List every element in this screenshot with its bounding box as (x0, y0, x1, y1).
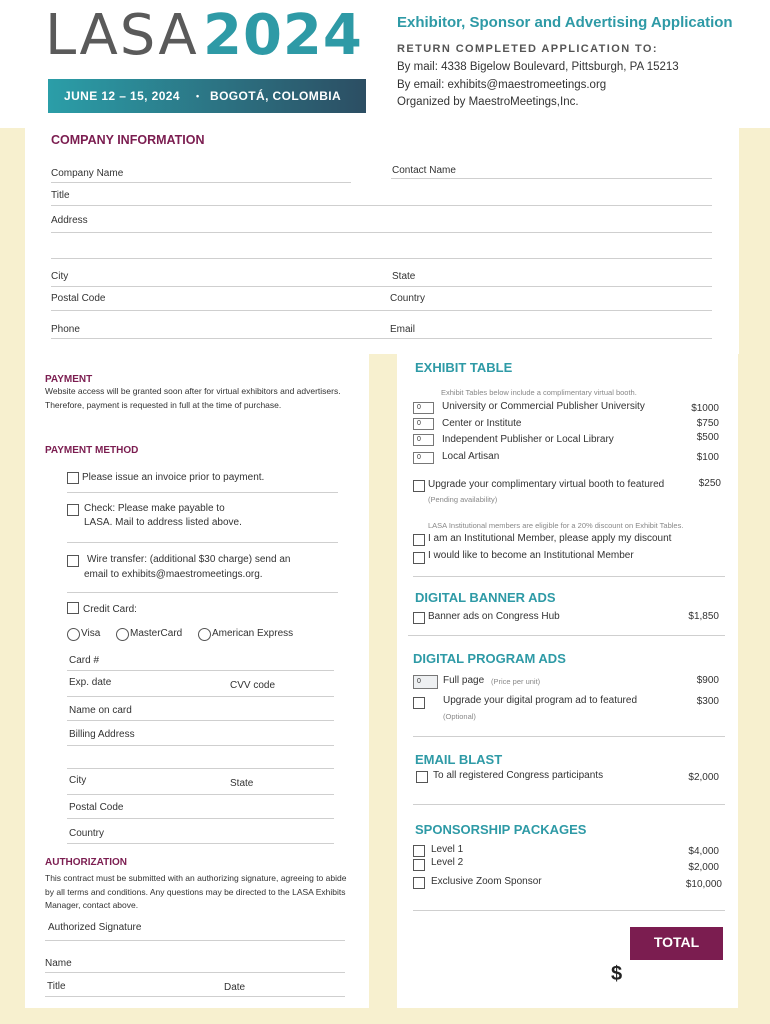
cvv-label: CVV code (230, 680, 276, 691)
sponsorship-heading: SPONSORSHIP PACKAGES (415, 822, 587, 837)
level2-checkbox[interactable] (413, 859, 425, 871)
billing-address-label: Billing Address (69, 729, 135, 740)
divider (413, 736, 725, 737)
qty-full-page[interactable]: 0 (413, 675, 438, 689)
sponsorship-item-price: $2,000 (688, 862, 719, 873)
city-label: City (51, 271, 69, 282)
wire-checkbox[interactable] (67, 555, 79, 567)
banner-ads-checkbox[interactable] (413, 612, 425, 624)
exhibit-item-label: University or Commercial Publisher University (442, 401, 645, 412)
email-label: Email (390, 324, 416, 335)
divider (413, 910, 725, 911)
upgrade-program-price: $300 (696, 696, 719, 707)
sponsorship-item-label: Level 1 (431, 844, 464, 855)
divider (67, 592, 338, 593)
signature-label: Authorized Signature (48, 922, 142, 933)
upgrade-booth-price: $250 (698, 478, 721, 489)
title-field[interactable] (51, 205, 712, 206)
pending-note: (Pending availability) (428, 495, 498, 504)
zoom-sponsor-checkbox[interactable] (413, 877, 425, 889)
email-blast-heading: EMAIL BLAST (415, 752, 503, 767)
divider (67, 492, 338, 493)
postal-label: Postal Code (51, 293, 106, 304)
total-label: TOTAL (630, 927, 723, 960)
divider (413, 804, 725, 805)
sponsorship-item-price: $4,000 (688, 846, 719, 857)
amex-radio[interactable] (198, 628, 211, 641)
billing-country-field[interactable] (67, 843, 334, 844)
exhibit-item-price: $100 (696, 452, 719, 463)
company-name-field[interactable] (51, 182, 351, 183)
auth-name-field[interactable] (45, 972, 345, 973)
email-blast-checkbox[interactable] (416, 771, 428, 783)
billing-city-state-field[interactable] (67, 794, 334, 795)
title-label: Title (51, 190, 70, 201)
price-per-unit-note: (Price per unit) (491, 677, 541, 686)
qty-artisan[interactable]: 0 (413, 452, 434, 464)
organizer: Organized by MaestroMeetings,Inc. (397, 96, 579, 108)
auth-title-date-field[interactable] (45, 996, 345, 997)
visa-label: Visa (81, 628, 101, 639)
country-label: Country (390, 293, 426, 304)
name-on-card-field[interactable] (67, 720, 334, 721)
wire-label-2: email to exhibits@maestromeetings.org. (84, 569, 263, 580)
exhibit-item-price: $750 (696, 418, 719, 429)
card-number-field[interactable] (67, 670, 334, 671)
sponsorship-item-label: Level 2 (431, 857, 464, 868)
authorization-heading: AUTHORIZATION (45, 857, 128, 868)
company-heading: COMPANY INFORMATION (51, 133, 205, 147)
exhibit-item-label: Local Artisan (442, 451, 500, 462)
check-label-1: Check: Please make payable to (84, 503, 225, 514)
city-state-field[interactable] (51, 286, 712, 287)
credit-card-label: Credit Card: (83, 604, 137, 615)
wire-label-1: Wire transfer: (additional $30 charge) send an (87, 554, 291, 565)
address-field-2[interactable] (51, 258, 712, 259)
exhibit-item-price: $1000 (691, 403, 719, 414)
discount-note: LASA Institutional members are eligible for a 20% discount on Exhibit Tables. (428, 521, 684, 530)
exp-cvv-field[interactable] (67, 696, 334, 697)
billing-address-field-2[interactable] (67, 768, 334, 769)
application-title: Exhibitor, Sponsor and Advertising Application (397, 14, 733, 31)
upgrade-booth-checkbox[interactable] (413, 480, 425, 492)
billing-country-label: Country (69, 828, 105, 839)
postal-country-field[interactable] (51, 310, 712, 311)
billing-city-label: City (69, 775, 87, 786)
email-blast-label: To all registered Congress participants (433, 770, 604, 781)
banner-ads-price: $1,850 (688, 611, 719, 622)
logo-year: 2024 (203, 3, 363, 68)
billing-state-label: State (230, 778, 254, 789)
payment-method-heading: PAYMENT METHOD (45, 445, 139, 456)
exhibit-heading: EXHIBIT TABLE (415, 360, 513, 375)
state-label: State (392, 271, 416, 282)
address-field-1[interactable] (51, 232, 712, 233)
mastercard-label: MasterCard (130, 628, 183, 639)
check-label-2: LASA. Mail to address listed above. (84, 517, 242, 528)
banner-ads-heading: DIGITAL BANNER ADS (415, 590, 556, 605)
become-member-label: I would like to become an Institutional Member (428, 550, 634, 561)
card-number-label: Card # (69, 655, 100, 666)
member-discount-checkbox[interactable] (413, 534, 425, 546)
return-label: RETURN COMPLETED APPLICATION TO: (397, 43, 658, 55)
invoice-checkbox[interactable] (67, 472, 79, 484)
auth-title-label: Title (47, 981, 66, 992)
name-on-card-label: Name on card (69, 705, 132, 716)
member-discount-label: I am an Institutional Member, please apply my discount (428, 533, 672, 544)
email-blast-price: $2,000 (688, 772, 719, 783)
sponsorship-item-label: Exclusive Zoom Sponsor (431, 876, 542, 887)
upgrade-program-label: Upgrade your digital program ad to featured (443, 695, 638, 706)
phone-label: Phone (51, 324, 80, 335)
total-currency: $ (611, 963, 623, 985)
credit-card-checkbox[interactable] (67, 602, 79, 614)
visa-radio[interactable] (67, 628, 80, 641)
payment-heading: PAYMENT (45, 374, 93, 385)
email-address: By email: exhibits@maestromeetings.org (397, 79, 607, 91)
level1-checkbox[interactable] (413, 845, 425, 857)
event-banner (48, 79, 366, 113)
mail-address: By mail: 4338 Bigelow Boulevard, Pittsburgh, PA 15213 (397, 61, 679, 73)
logo-text: LASA (45, 3, 199, 68)
full-page-price: $900 (696, 675, 719, 686)
full-page-label: Full page (443, 675, 485, 686)
program-ads-heading: DIGITAL PROGRAM ADS (413, 651, 566, 666)
exp-date-label: Exp. date (69, 677, 112, 688)
qty-independent[interactable]: 0 (413, 434, 434, 446)
signature-field[interactable] (45, 940, 345, 941)
contact-name-label: Contact Name (392, 165, 456, 176)
divider (413, 576, 725, 577)
qty-university[interactable]: 0 (413, 402, 434, 414)
event-location: BOGOTÁ, COLOMBIA (210, 89, 342, 103)
optional-note: (Optional) (443, 712, 476, 721)
separator-dot-icon: • (196, 91, 200, 101)
upgrade-program-checkbox[interactable] (413, 697, 425, 709)
qty-center[interactable]: 0 (413, 418, 434, 430)
divider (408, 635, 725, 636)
invoice-label: Please issue an invoice prior to payment. (82, 472, 265, 483)
address-label: Address (51, 215, 88, 226)
banner-ads-label: Banner ads on Congress Hub (428, 611, 560, 622)
exhibit-item-label: Center or Institute (442, 418, 522, 429)
become-member-checkbox[interactable] (413, 552, 425, 564)
exhibit-note: Exhibit Tables below include a complimentary virtual booth. (441, 388, 637, 397)
mastercard-radio[interactable] (116, 628, 129, 641)
check-checkbox[interactable] (67, 504, 79, 516)
amex-label: American Express (212, 628, 294, 639)
auth-name-label: Name (45, 958, 72, 969)
upgrade-booth-label: Upgrade your complimentary virtual booth to featured (428, 479, 665, 490)
company-name-label: Company Name (51, 168, 124, 179)
event-dates: JUNE 12 – 15, 2024 (64, 89, 180, 103)
payment-text: Website access will be granted soon after for virtual exhibitors and advertisers. Therefore, payment is requested in full at the time of purchase. (45, 386, 341, 410)
billing-postal-field[interactable] (67, 818, 334, 819)
billing-postal-label: Postal Code (69, 802, 124, 813)
company-card (25, 128, 739, 354)
exhibit-item-price: $500 (696, 432, 719, 443)
sponsorship-item-price: $10,000 (685, 879, 722, 890)
divider (67, 542, 338, 543)
authorization-text: This contract must be submitted with an authorizing signature, agreeing to abide by all terms and conditions. Any questions may be directed to the LASA Exhibits Manager, contact above. (45, 873, 347, 910)
auth-date-label: Date (224, 982, 246, 993)
exhibit-item-label: Independent Publisher or Local Library (442, 434, 614, 445)
total-amount-field[interactable] (630, 966, 723, 988)
billing-address-field-1[interactable] (67, 745, 334, 746)
contact-name-field[interactable] (391, 178, 712, 179)
phone-email-field[interactable] (51, 338, 712, 339)
